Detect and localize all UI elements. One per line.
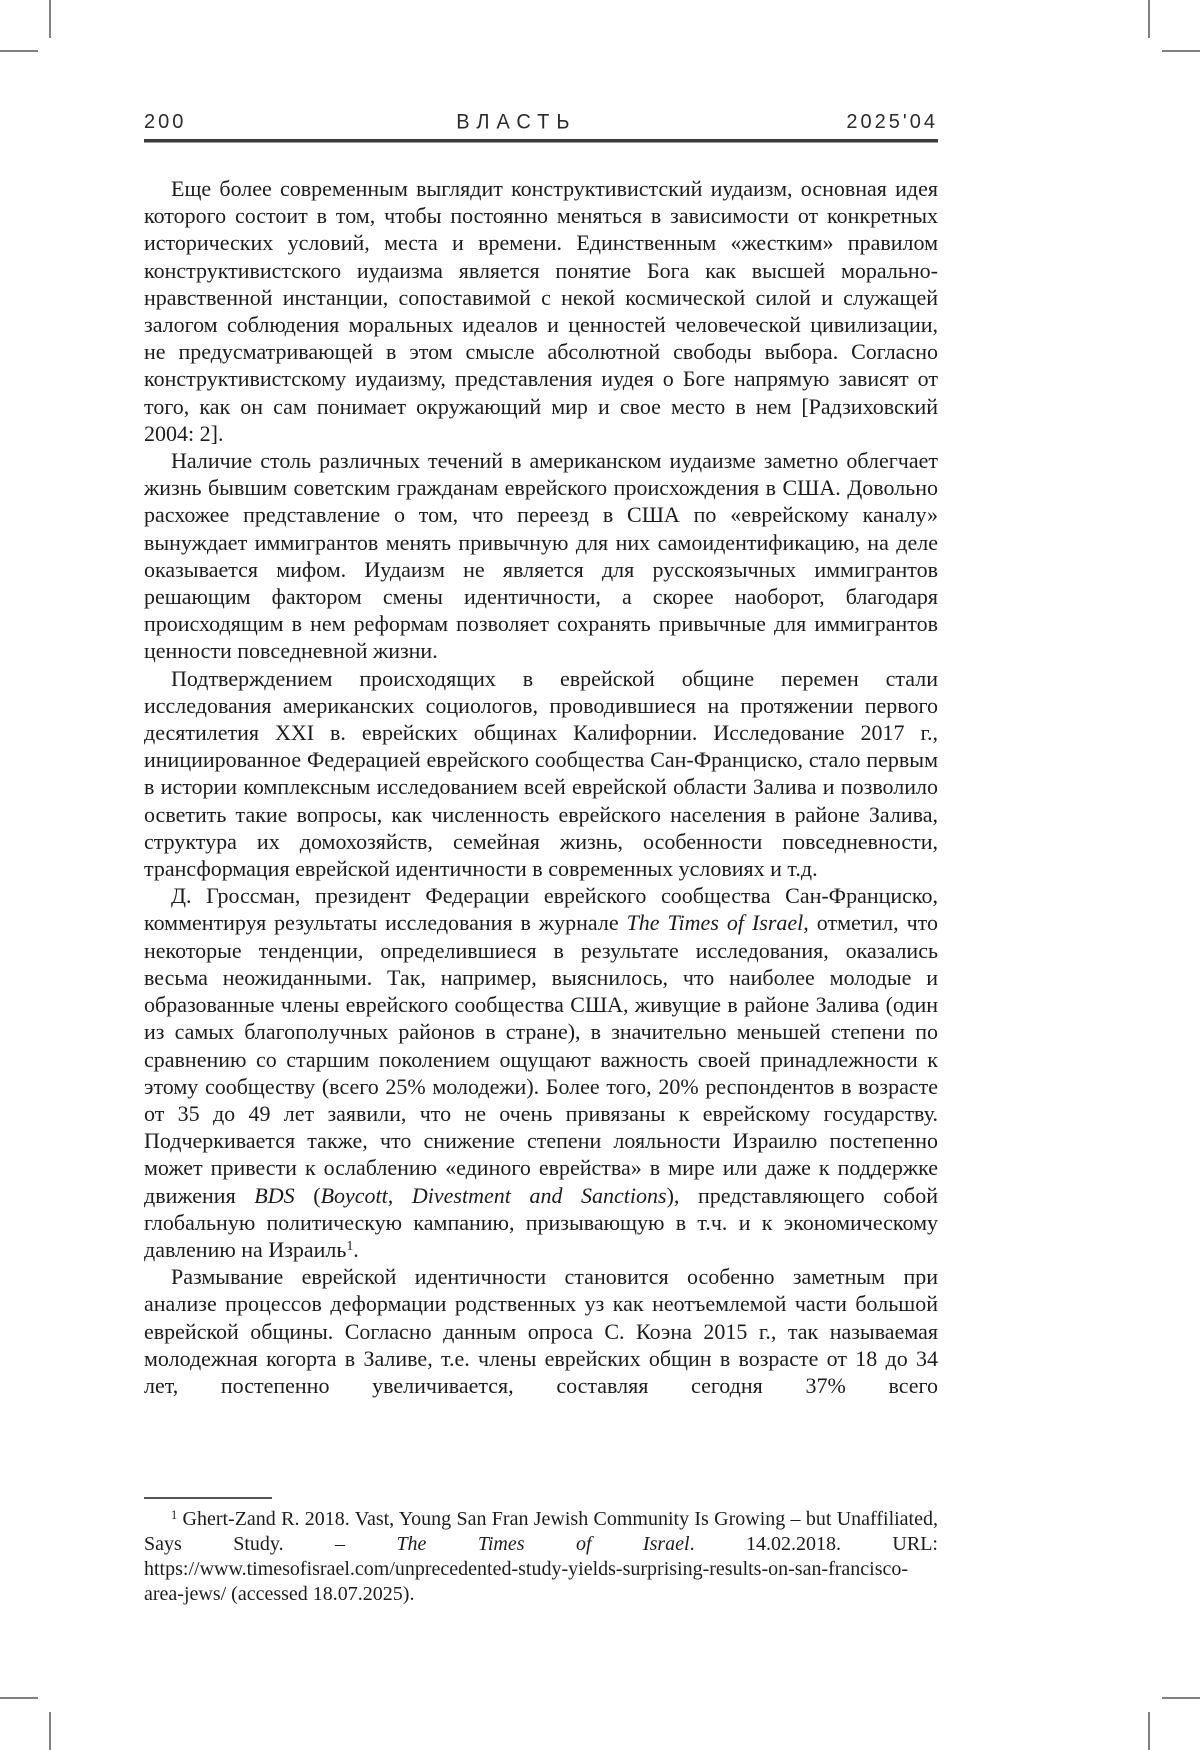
paragraph-5 [144,1263,938,1399]
issue-number: 2025'04 [846,111,938,133]
crop-mark-top-left-horizontal [0,50,38,52]
text-run: Еще более современным выглядит конструктивистский иудаизм, основная идея которого состоит в том, чтобы постоянно меняться в зависимости от конкретных исторических условий, места и времени. Единственным «жестким» правилом конструктивистского иудаизма является понятие Бога как высшей морально-нравственной инстанции, сопоставимой с некой космической силой и служащей залогом соблюдения моральных идеалов и ценностей человеческой цивилизации, не предусматривающей в этом смысле абсолютной свободы выбора. Согласно конструктивистскому иудаизму, представления иудея о Боге напрямую зависят от того, как он сам понимает окружающий мир и свое место в нем [Радзиховский 2004: 2]. [144,176,938,446]
text-run: 1 [171,1507,178,1522]
journal-title: ВЛАСТЬ [456,110,577,134]
text-run: Ghert-Zand R. 2018. Vast, Young San Fran Jewish Community Is Growing – but Unaffiliated, Says Study. – [144,1508,938,1555]
text-run: BDS [254,1182,295,1208]
paragraph-3 [144,665,938,883]
paragraph-4 [144,882,938,1263]
text-run: Размывание еврейской идентичности становится особенно заметным при анализе процессов деформации родственных уз как неотъемлемой части большой еврейской общины. Согласно данным опроса С. Коэна 2015 г., так называемая молодежная когорта в Заливе, т.е. члены еврейских общин в возрасте от 18 до 34 лет, постепенно увеличивается, составляя сегодня 37% всего [144,1264,938,1398]
text-run: , отметил, что некоторые тенденции, определившиеся в результате исследования, оказались весьма неожиданными. Так, например, выяснилось, что наиболее молодые и образованные члены еврейского сообщества США, живущие в районе Залива (один из самых благополучных районов в стране), в значительно меньшей степени по сравнению со старшим поколением ощущают важность своей принадлежности к этому сообществу (всего 25% молодежи). Более того, 20% респондентов в возрасте от 35 до 49 лет заявили, что не очень привязаны к еврейскому государству. Подчеркивается также, что снижение степени лояльности Израилю постепенно может привести к ослаблению «единого еврейства» в мире или даже к поддержке движения [144,910,938,1208]
text-run: The Times of Israel [626,910,804,936]
text-run: Boycott [320,1182,388,1208]
footnote [144,1507,938,1607]
text-run: Д. Гроссман, президент Федерации еврейского сообщества Сан-Франциско, комментируя результаты исследования в журнале [144,883,938,936]
text-run: The Times of Israel [396,1533,690,1555]
footnote-rule [144,1497,272,1499]
running-header [144,111,938,134]
paragraph-1 [144,175,938,447]
article-body [144,175,938,1399]
page-number: 200 [144,111,187,133]
crop-mark-bottom-right-vertical [1148,1712,1150,1750]
text-run: ), представляющего собой глобальную политическую кампанию, призывающую в т.ч. и к экономическому давлению на Израиль [144,1182,939,1262]
text-run: , [387,1182,412,1208]
text-run: Наличие столь различных течений в американском иудаизме заметно облегчает жизнь бывшим советским гражданам еврейского происхождения в США. Довольно расхожее представление о том, что переезд в США по «еврейскому каналу» вынуждает иммигрантов менять привычную для них самоидентификацию, на деле оказывается мифом. Иудаизм не является для русскоязычных иммигрантов решающим фактором смены идентичности, а скорее наоборот, благодаря происходящим в нем реформам позволяет сохранять привычные для иммигрантов ценности повседневной жизни. [144,448,938,664]
text-run: . 14.02.2018. URL: https://www.timesofisrael.com/unprecedented-study-yields-surprising-results-on-san-francisco-area-jews/ (accessed 18.07.2025). [144,1533,938,1605]
header-rule [144,139,938,143]
text-run: 1 [346,1238,354,1254]
crop-mark-bottom-right-horizontal [1162,1697,1200,1699]
text-run: Подтверждением происходящих в еврейской общине перемен стали исследования американских социологов, проводившиеся на протяжении первого десятилетия XXI в. еврейских общинах Калифорнии. Исследование 2017 г., инициированное Федерацией еврейского сообщества Сан-Франциско, стало первым в истории комплексным исследованием всей еврейской области Залива и позволило осветить такие вопросы, как численность еврейского населения в районе Залива, структура их домохозяйств, семейная жизнь, особенности повседневности, трансформация еврейской идентичности в современных условиях и т.д. [144,665,938,882]
text-run: . [353,1236,359,1262]
crop-mark-top-right-vertical [1148,0,1150,38]
crop-mark-top-left-vertical [49,0,51,38]
paragraph-2 [144,447,938,665]
text-run: Divestment and Sanctions [411,1182,667,1208]
crop-mark-bottom-left-horizontal [0,1697,38,1699]
crop-mark-top-right-horizontal [1162,50,1200,52]
crop-mark-bottom-left-vertical [49,1712,51,1750]
text-run: ( [294,1182,321,1208]
